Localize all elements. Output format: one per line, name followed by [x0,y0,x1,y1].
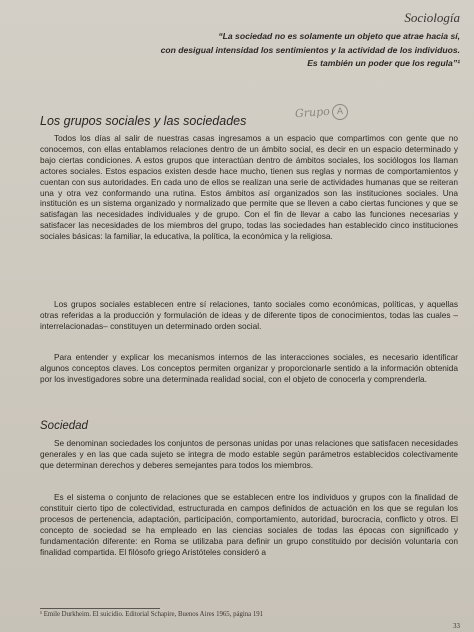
paragraph: Todos los días al salir de nuestras casas ingresamos a un espacio que compartimos con gente que no conocemos, con ellas entablamos relaciones dentro de un ámbito social, es decir en un espacio determinado y bajo ciertas condiciones. A estos grupos que interactúan dentro de ámbitos sociales, los sociólogos los llaman actores sociales. Estos espacios existen desde hace mucho, tienen sus reglas y normas de comportamientos y cuentan con sus autoridades. En cada uno de ellos se realizan una serie de actividades humanas que se reiteran una y otra vez conformando una rutina. Estos ámbitos así organizados son las instituciones sociales. Una institución es un sistema organizado y normalizado que permite que se lleven a cabo ciertas funciones y que se satisfagan las necesidades individuales y de grupo. Con el fin de llevar a cabo las funciones necesarias y satisfacer las necesidades de los miembros del grupo, todas las sociedades han establecido cinco instituciones sociales básicas: la familiar, la educativa, la política, la económica y la religiosa. [40,133,458,242]
handwritten-circle: A [332,104,348,120]
body-text [40,133,458,247]
running-header: Sociología [404,10,460,25]
paragraph: Es el sistema o conjunto de relaciones que se establecen entre los individuos y grupos con la finalidad de constituir cierto tipo de colectividad, estructurada en campos definidos de actuación en los que se regulan los procesos de pertenencia, adaptación, participación, comportamiento, autoridad, burocracia, conflicto y otros. El concepto de sociedad se ha empleado en las ciencias sociales de todas las épocas con significado y fundamentación diferente: en Roma se utilizaba para definir un grupo constituido por decisión voluntaria con finalidad compartida. El filósofo griego Aristóteles consideró a [40,492,458,557]
quote-line: Es también un poder que los regula”¹ [307,58,460,68]
handwritten-annotation: Grupo [294,104,331,121]
section-title: Los grupos sociales y las sociedades [40,114,247,128]
body-text [40,492,458,562]
body-text [40,438,458,476]
footnote: ¹ Emile Durkheim. El suicidio. Editorial Schapire, Buenos Aires 1965, página 191 [40,611,264,618]
paragraph: Para entender y explicar los mecanismos internos de las interacciones sociales, es necesario identificar algunos conceptos claves. Los conceptos permiten organizar y proporcionarle sentido a la información obtenida por los investigadores sobre una determinada realidad social, con el objeto de conocerla y comprenderla. [40,352,458,384]
paragraph: Se denominan sociedades los conjuntos de personas unidas por unas relaciones que satisfacen necesidades generales y en las que cada sujeto se integra de modo estable según parámetros establecidos colectivamente que determinan derechos y deberes semejantes para todos los miembros. [40,438,458,470]
subsection-title: Sociedad [40,420,88,432]
quote-line: “La sociedad no es solamente un objeto que atrae hacia sí, [218,31,460,41]
body-text [40,352,458,390]
body-text [40,299,458,337]
page-number: 33 [453,622,460,630]
epigraph-quote [60,30,460,71]
quote-line: con desigual intensidad los sentimientos y la actividad de los individuos. [160,44,460,55]
paragraph: Los grupos sociales establecen entre sí relaciones, tanto sociales como económicas, políticas, y aquellas otras referidas a la producción y formulación de ideas y de diferente tipos de conocimientos, todas las cuales –interrelacionadas– constituyen un determinado orden social. [40,299,458,331]
footnote-divider [40,608,160,609]
